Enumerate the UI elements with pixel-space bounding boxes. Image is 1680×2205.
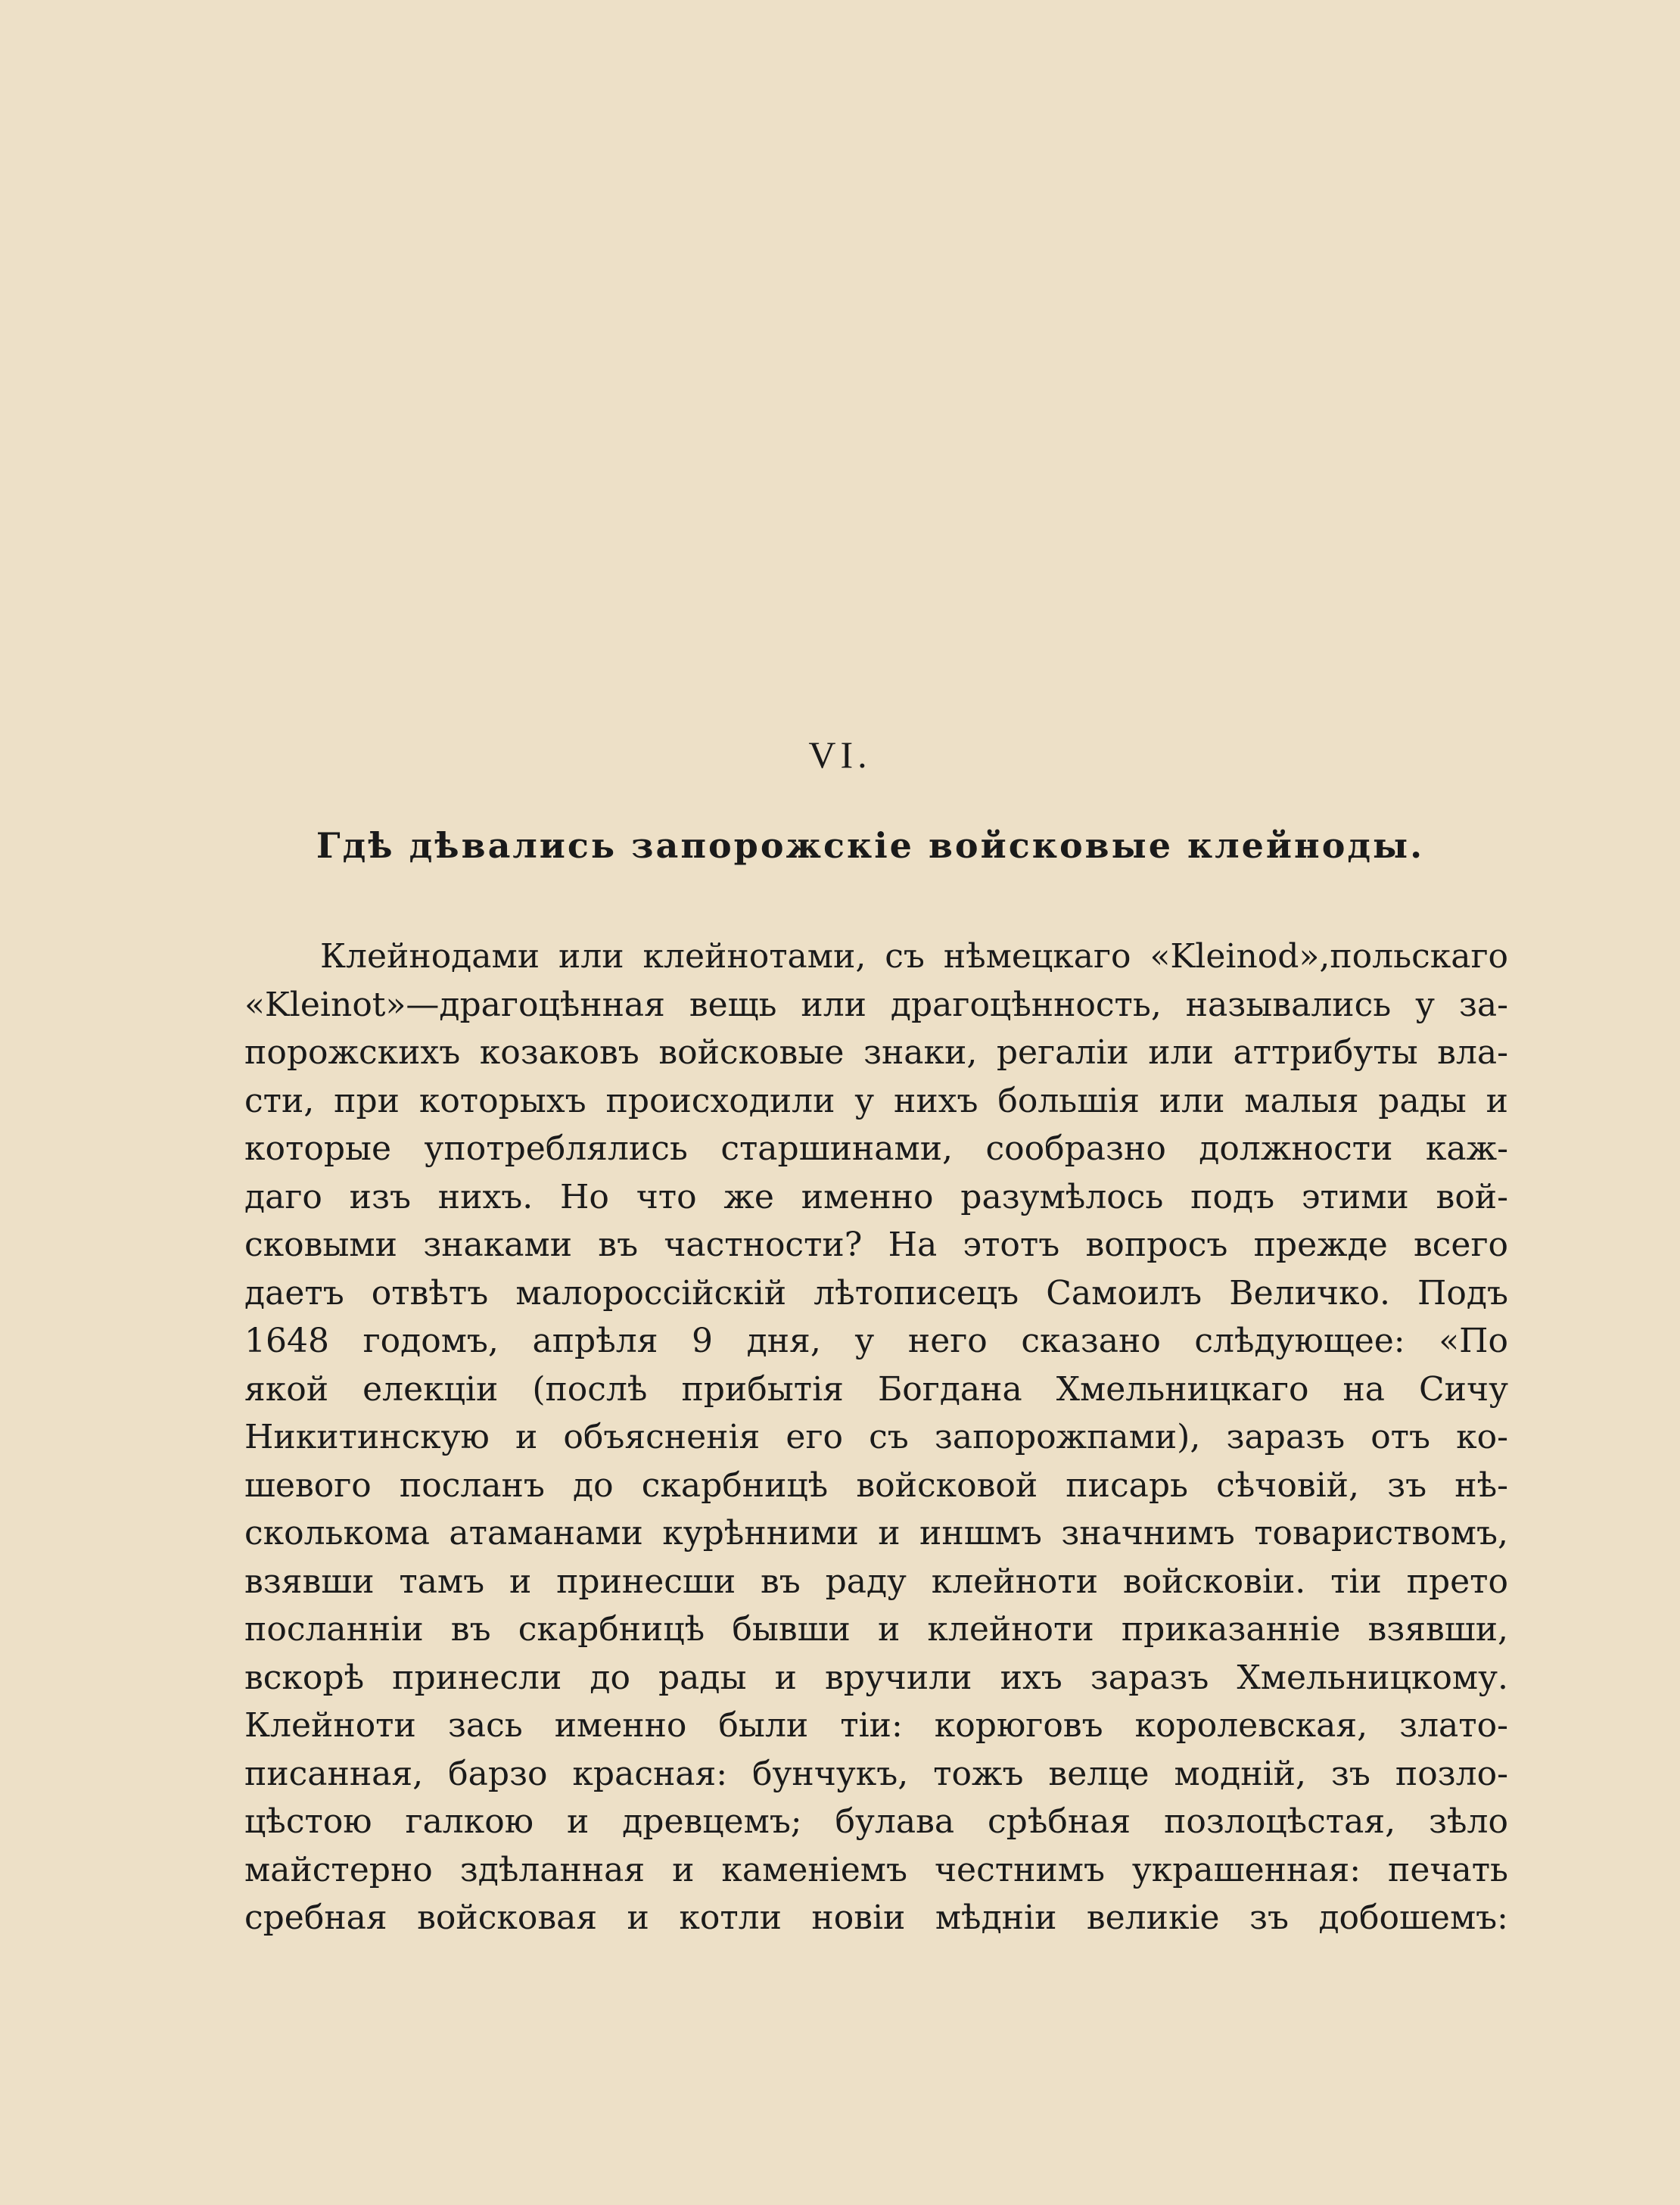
text-line: Клейнодами или клейнотами, съ нѣмецкаго «Kleinod»,польскаго <box>320 937 1508 976</box>
text-line: посланніи въ скарбницѣ бывши и клейноти приказанніе взявши, <box>244 1610 1508 1649</box>
text-line: Клейноти зась именно были тіи: корюговъ королевская, злато- <box>244 1706 1508 1745</box>
text-line: шевого посланъ до скарбницѣ войсковой писарь сѣчовій, зъ нѣ- <box>244 1465 1508 1505</box>
text-line: сребная войсковая и котли новіи мѣдніи великіе зъ добошемъ: <box>244 1898 1508 1937</box>
text-line: «Kleinot»—драгоцѣнная вещь или драгоцѣнность, назывались у за- <box>244 985 1508 1024</box>
text-line: которые употреблялись старшинами, сообразно должности каж- <box>244 1129 1508 1168</box>
text-line: сколькома атаманами курѣнними и иншмъ значнимъ товариствомъ, <box>244 1514 1508 1553</box>
text-line: вскорѣ принесли до рады и вручили ихъ заразъ Хмельницкому. <box>244 1658 1508 1697</box>
text-line: даетъ отвѣтъ малороссійскій лѣтописецъ Самоилъ Величко. Подъ <box>244 1273 1508 1313</box>
text-line: майстерно здѣланная и каменіемъ честнимъ украшенная: печать <box>244 1850 1508 1889</box>
text-line: якой елекціи (послѣ прибытія Богдана Хмельницкаго на Сичу <box>244 1369 1508 1409</box>
text-line: сти, при которыхъ происходили у нихъ большія или малыя рады и <box>244 1081 1508 1120</box>
text-line: Никитинскую и объясненія его съ запорожпами), заразъ отъ ко- <box>244 1418 1508 1456</box>
text-line: даго изъ нихъ. Но что же именно разумѣлось подъ этими вой- <box>244 1177 1508 1216</box>
text-line: взявши тамъ и принесши въ раду клейноти войсковіи. тіи прето <box>244 1562 1508 1601</box>
text-line: порожскихъ козаковъ войсковые знаки, регаліи или аттрибуты вла- <box>244 1033 1508 1072</box>
body-paragraph <box>244 933 1508 1942</box>
text-line: цѣстою галкою и древцемъ; булава срѣбная позлоцѣстая, зѣло <box>244 1802 1508 1841</box>
chapter-number: VI. <box>808 733 872 776</box>
text-line: сковыми знаками въ частности? На этотъ вопросъ прежде всего <box>244 1226 1508 1264</box>
chapter-title: Гдѣ дѣвались запорожскіе войсковые клейноды. <box>316 825 1425 866</box>
text-line: писанная, барзо красная: бунчукъ, тожъ велце модній, зъ позло- <box>244 1754 1508 1793</box>
text-line: 1648 годомъ, апрѣля 9 дня, у него сказано слѣдующее: «По <box>244 1322 1508 1360</box>
